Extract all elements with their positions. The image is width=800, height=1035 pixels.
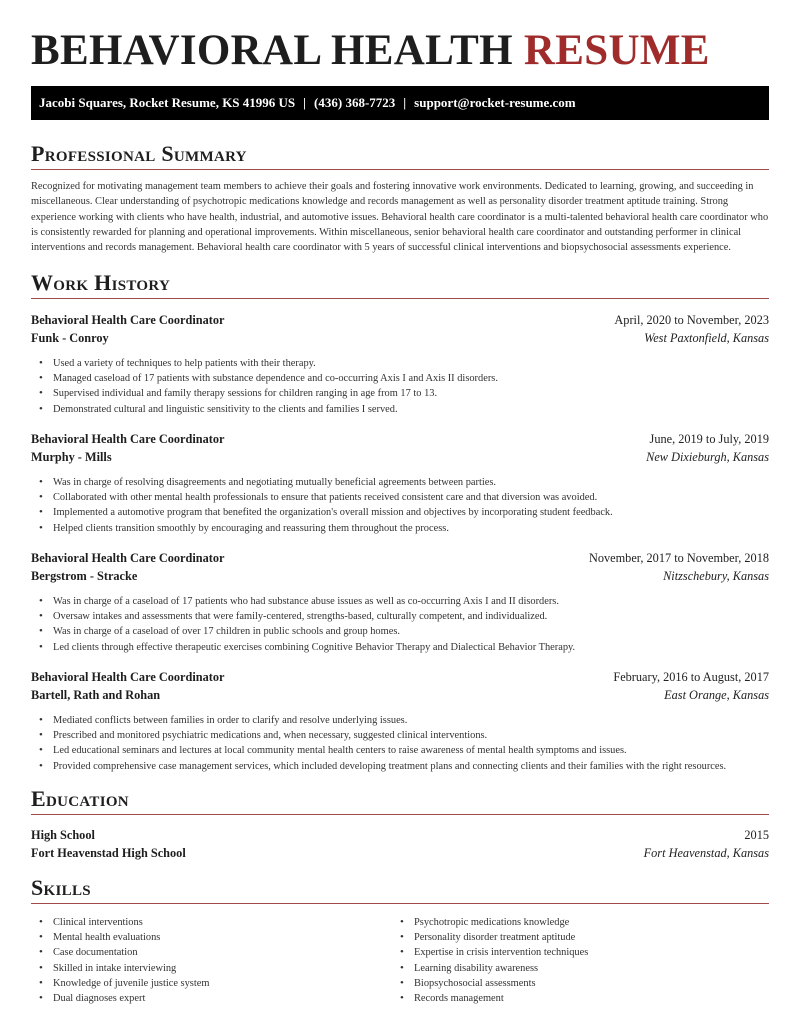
job-bullet: • Oversaw intakes and assessments that were family-centered, strengths-based, culturally competent, and individualized. (53, 609, 769, 624)
contact-separator: | (403, 95, 407, 110)
job-row (31, 450, 769, 467)
job-location: New Dixieburgh, Kansas (646, 450, 769, 464)
job-entry (31, 432, 769, 536)
section-divider (31, 814, 769, 815)
job-bullet: • Collaborated with other mental health professionals to ensure that patients received consistent care and that diversion was avoided. (53, 490, 769, 505)
skill-item: • Biopsychosocial assessments (414, 976, 774, 991)
skill-item: • Records management (414, 991, 774, 1006)
contact-phone[interactable]: (436) 368-7723 (314, 95, 396, 110)
job-bullet: • Prescribed and monitored psychiatric medications and, when necessary, suggested clinical interventions. (53, 728, 769, 743)
job-location: West Paxtonfield, Kansas (644, 331, 769, 345)
job-row (31, 551, 769, 568)
contact-bar (31, 86, 769, 120)
education-heading: Education (31, 786, 129, 811)
job-bullet: • Provided comprehensive case management services, which included developing treatment plans and connecting clients and their families with the right resources. (53, 759, 769, 774)
job-title: Behavioral Health Care Coordinator (31, 670, 225, 684)
summary-text: Recognized for motivating management team members to achieve their goals and fostering innovative work environments. Dedicated to learning, growing, and succeeding in miscellaneous. Clear understanding of psychotropic medications knowledge and records management as well as personality disorder treatment aptitude training. Strong experience working with clients who have health, industrial, and automotive issues. Behavioral health care coordinator is a multi-talented behavioral health care coordinator who is consistently rewarded for planning and operational improvements. Within miscellaneous, senior behavioral health care coordinator and outstanding performer in clinical interventions and records management. Behavioral health care coordinator with 5 years of successful clinical interventions and biopsychosocial assessments experience. (31, 181, 769, 254)
skills-section (31, 875, 769, 904)
job-dates: June, 2019 to July, 2019 (649, 432, 769, 446)
job-entry (31, 670, 769, 774)
contact-address: Jacobi Squares, Rocket Resume, KS 41996 US (39, 95, 296, 110)
contact-line (39, 95, 576, 111)
job-location: East Orange, Kansas (664, 688, 769, 702)
job-company: Murphy - Mills (31, 450, 112, 464)
education-year: 2015 (744, 828, 769, 842)
job-entry (31, 551, 769, 655)
section-divider (31, 298, 769, 299)
skill-item: • Psychotropic medications knowledge (414, 915, 774, 930)
job-location: Nitzschebury, Kansas (663, 569, 769, 583)
job-row (31, 331, 769, 348)
summary-heading: Professional Summary (31, 141, 247, 166)
section-divider (31, 903, 769, 904)
job-bullet: • Mediated conflicts between families in order to clarify and resolve underlying issues. (53, 713, 769, 728)
job-row (31, 688, 769, 705)
education-degree: High School (31, 828, 95, 842)
job-dates: November, 2017 to November, 2018 (588, 551, 769, 565)
resume-title (31, 27, 710, 75)
job-dates: April, 2020 to November, 2023 (614, 313, 769, 327)
education-section (31, 786, 769, 815)
work-history-section (31, 270, 769, 299)
job-title: Behavioral Health Care Coordinator (31, 313, 225, 327)
job-bullet: • Demonstrated cultural and linguistic sensitivity to the clients and families I served. (53, 402, 769, 417)
job-company: Bergstrom - Stracke (31, 569, 138, 583)
education-row (31, 828, 769, 845)
job-bullets (31, 594, 769, 655)
job-bullet: • Implemented a automotive program that benefited the organization's overall mission and objectives by incorporating student feedback. (53, 505, 769, 520)
job-entry (31, 313, 769, 417)
skill-item: • Dual diagnoses expert (53, 991, 413, 1006)
job-bullet: • Was in charge of a caseload of 17 patients who had substance abuse issues as well as co-occurring Axis I and II disorders. (53, 594, 769, 609)
job-company: Bartell, Rath and Rohan (31, 688, 161, 702)
job-row (31, 432, 769, 449)
job-row (31, 670, 769, 687)
title-main: BEHAVIORAL HEALTH (31, 27, 513, 74)
skill-item: • Skilled in intake interviewing (53, 961, 413, 976)
job-row (31, 569, 769, 586)
education-row (31, 846, 769, 863)
job-dates: February, 2016 to August, 2017 (613, 670, 769, 684)
job-bullet: • Supervised individual and family therapy sessions for children ranging in age from 17 to 13. (53, 386, 769, 401)
job-bullet: • Led educational seminars and lectures at local community mental health centers to raise awareness of mental health symptoms and issues. (53, 743, 769, 758)
summary-section (31, 141, 769, 255)
job-row (31, 313, 769, 330)
contact-separator: | (303, 95, 307, 110)
section-divider (31, 169, 769, 170)
skills-left-column (31, 915, 413, 1006)
job-bullets (31, 713, 769, 774)
job-bullet: • Managed caseload of 17 patients with substance dependence and co-occurring Axis I and Axis II disorders. (53, 371, 769, 386)
title-accent: RESUME (523, 27, 710, 74)
skill-item: • Case documentation (53, 945, 413, 960)
job-bullet: • Used a variety of techniques to help patients with their therapy. (53, 356, 769, 371)
job-bullet: • Was in charge of resolving disagreements and negotiating mutually beneficial agreements between parties. (53, 475, 769, 490)
skill-item: • Knowledge of juvenile justice system (53, 976, 413, 991)
job-bullets (31, 356, 769, 417)
skills-heading: Skills (31, 875, 91, 900)
work-history-heading: Work History (31, 270, 171, 295)
job-bullet: • Led clients through effective therapeutic exercises combining Cognitive Behavior Therapy and Dialectical Behavior Therapy. (53, 640, 769, 655)
job-bullet: • Was in charge of a caseload of over 17 children in public schools and group homes. (53, 624, 769, 639)
job-title: Behavioral Health Care Coordinator (31, 432, 225, 446)
skill-item: • Clinical interventions (53, 915, 413, 930)
job-company: Funk - Conroy (31, 331, 109, 345)
skills-right-column (392, 915, 774, 1006)
skill-item: • Learning disability awareness (414, 961, 774, 976)
education-entry (31, 828, 769, 863)
job-title: Behavioral Health Care Coordinator (31, 551, 225, 565)
skill-item: • Mental health evaluations (53, 930, 413, 945)
contact-email[interactable]: support@rocket-resume.com (414, 95, 576, 110)
education-school: Fort Heavenstad High School (31, 846, 186, 860)
job-bullet: • Helped clients transition smoothly by encouraging and reassuring them throughout the process. (53, 521, 769, 536)
education-location: Fort Heavenstad, Kansas (643, 846, 769, 860)
skill-item: • Personality disorder treatment aptitude (414, 930, 774, 945)
job-bullets (31, 475, 769, 536)
skill-item: • Expertise in crisis intervention techniques (414, 945, 774, 960)
